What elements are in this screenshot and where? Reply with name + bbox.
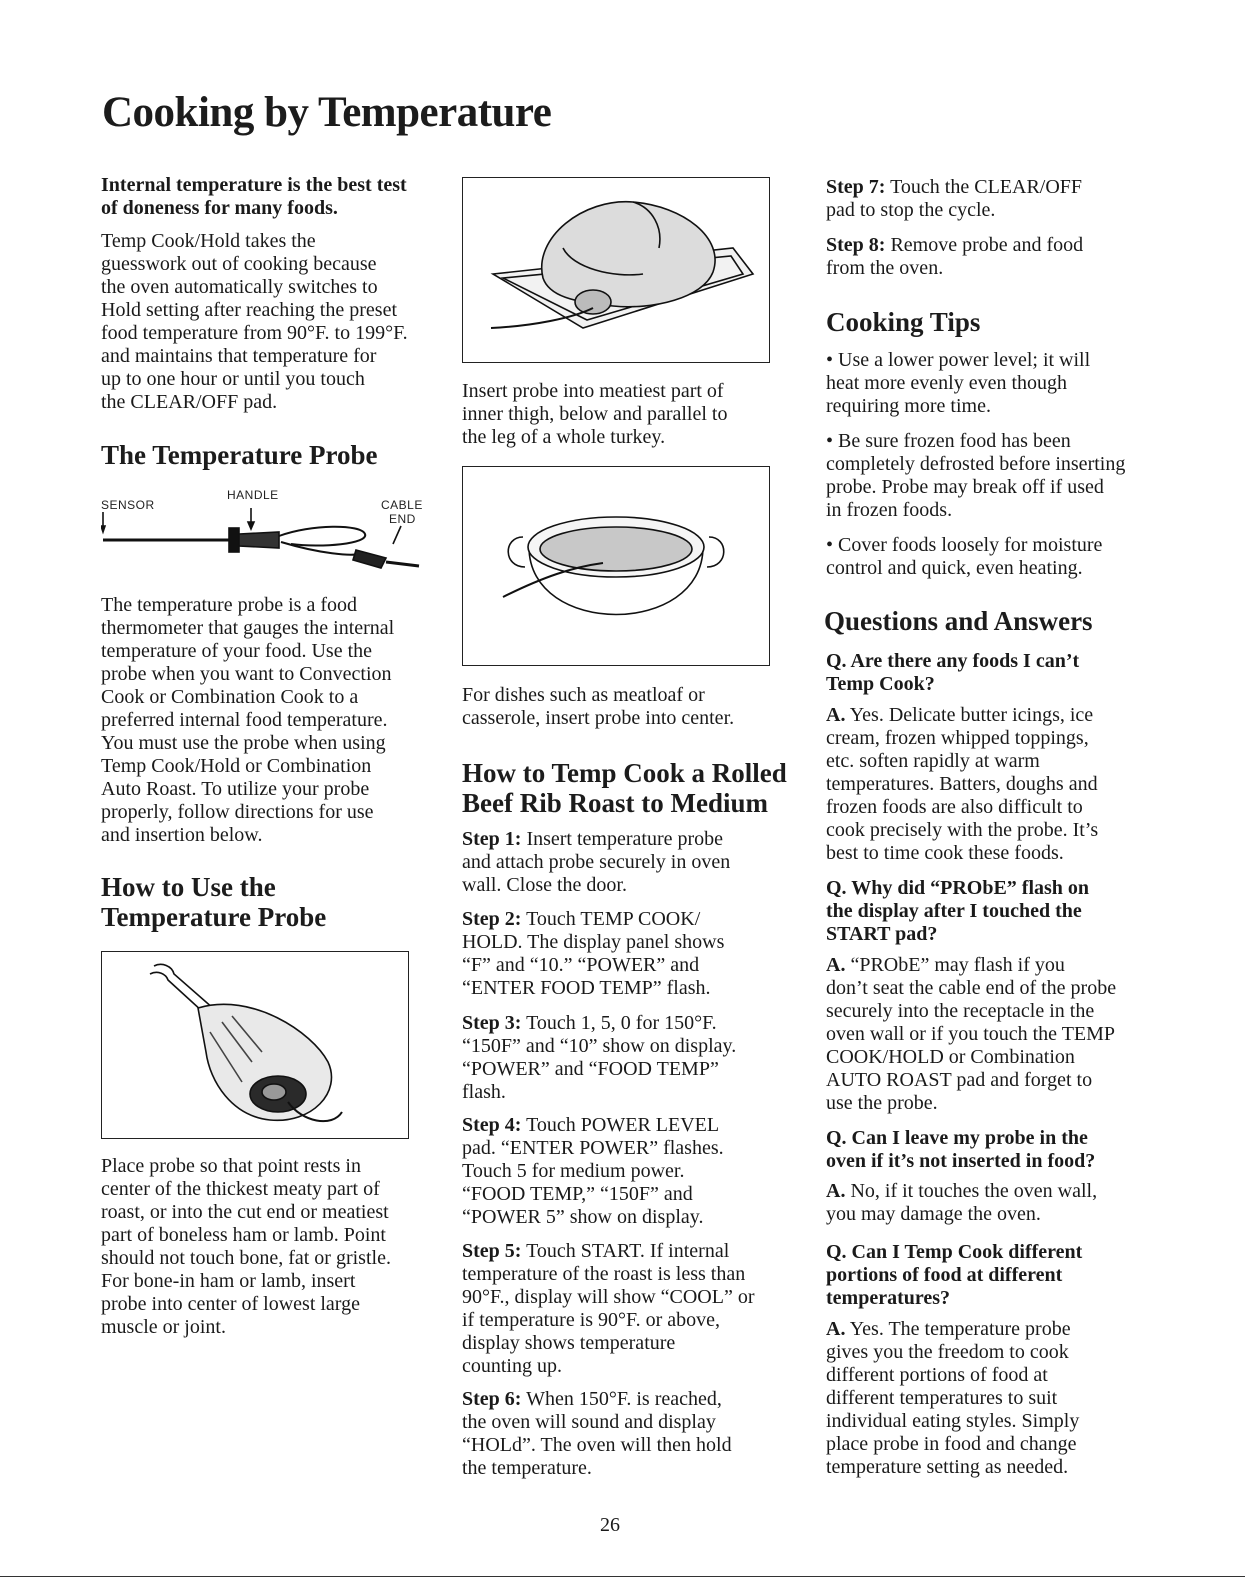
text-line: part of boneless ham or lamb. Point [101, 1224, 386, 1246]
tip-text: Use a lower power level; it will [838, 349, 1091, 371]
step-line [462, 1114, 792, 1137]
answer-line [826, 1318, 1156, 1341]
end-label: END [389, 512, 416, 526]
step-line [462, 1240, 792, 1263]
answer-line: different temperatures to suit [826, 1387, 1058, 1409]
text-line: Hold setting after reaching the preset [101, 299, 397, 321]
text-line: the leg of a whole turkey. [462, 426, 666, 448]
step-4 [462, 1114, 792, 1229]
tip-text: Be sure frozen food has been [838, 430, 1071, 452]
answer-line: use the probe. [826, 1092, 938, 1114]
tip-line: requiring more time. [826, 395, 991, 417]
step-line: HOLD. The display panel shows [462, 931, 725, 953]
step-line: display shows temperature [462, 1332, 676, 1354]
text-line: Insert probe into meatiest part of [462, 380, 724, 402]
page-title: Cooking by Temperature [102, 89, 552, 136]
probe-heading: The Temperature Probe [101, 440, 378, 470]
answer-text: Yes. The temperature probe [849, 1318, 1071, 1340]
step-text: Remove probe and food [890, 234, 1084, 256]
step-line: the oven will sound and display [462, 1411, 716, 1433]
text-line: The temperature probe is a food [101, 594, 358, 616]
tip-3 [826, 534, 1156, 580]
ham-figure [101, 951, 409, 1139]
text-line: casserole, insert probe into center. [462, 707, 735, 729]
text-line: up to one hour or until you touch [101, 368, 365, 390]
step-line: “150F” and “10” show on display. [462, 1035, 737, 1057]
handle-label: HANDLE [227, 488, 279, 502]
step-line: wall. Close the door. [462, 874, 627, 896]
answer-line: you may damage the oven. [826, 1203, 1041, 1225]
answer-line: don’t seat the cable end of the probe [826, 977, 1117, 999]
howto-heading [101, 872, 326, 932]
answer-text: Yes. Delicate butter icings, ice [849, 704, 1094, 726]
tip-text: Cover foods loosely for moisture [838, 534, 1103, 556]
text-line: preferred internal food temperature. [101, 709, 388, 731]
step-label: Step 1: [462, 828, 522, 850]
step-line: counting up. [462, 1355, 562, 1377]
answer-line [826, 704, 1156, 727]
step-label: Step 6: [462, 1388, 522, 1410]
step-label: Step 4: [462, 1114, 522, 1136]
text-line: the oven automatically switches to [101, 276, 378, 298]
howto-heading-line: Temperature Probe [101, 902, 327, 932]
step-line: “ENTER FOOD TEMP” flash. [462, 977, 711, 999]
intro-lead [101, 174, 421, 220]
qa-item [826, 1127, 1156, 1173]
tip-line [826, 430, 1156, 453]
step-5 [462, 1240, 792, 1378]
step-line [826, 176, 1156, 199]
text-line: For bone-in ham or lamb, insert [101, 1270, 356, 1292]
tip-line: in frozen foods. [826, 499, 953, 521]
text-line: Temp Cook/Hold or Combination [101, 755, 372, 777]
answer [826, 1318, 1156, 1479]
answer-line: individual eating styles. Simply [826, 1410, 1080, 1432]
tip-2 [826, 430, 1156, 522]
step-text: Touch the CLEAR/OFF [890, 176, 1083, 198]
step-line [462, 828, 792, 851]
casserole-caption [462, 684, 792, 730]
step-text: Touch TEMP COOK/ [526, 908, 701, 930]
tip-1 [826, 349, 1156, 418]
answer-line: cream, frozen whipped toppings, [826, 727, 1089, 749]
step-line: pad to stop the cycle. [826, 199, 996, 221]
question-line: temperatures? [826, 1287, 951, 1309]
text-line: probe into center of lowest large [101, 1293, 360, 1315]
question-line: START pad? [826, 923, 938, 945]
answer-text: “PRObE” may flash if you [850, 954, 1065, 976]
answer [826, 704, 1156, 865]
answer-line: cook precisely with the probe. It’s [826, 819, 1099, 841]
tip-line [826, 349, 1156, 372]
answer-line: AUTO ROAST pad and forget to [826, 1069, 1093, 1091]
intro-paragraph [101, 230, 431, 414]
bullet-icon: • [826, 349, 834, 371]
step-line [462, 908, 792, 931]
roast-heading-line: How to Temp Cook a Rolled [462, 758, 787, 788]
answer-line [826, 1180, 1156, 1203]
cable-label: CABLE [381, 498, 423, 512]
sensor-label: SENSOR [101, 498, 155, 512]
step-line: temperature of the roast is less than [462, 1263, 746, 1285]
answer-line: oven wall or if you touch the TEMP [826, 1023, 1116, 1045]
step-6 [462, 1388, 792, 1480]
step-text: Touch 1, 5, 0 for 150°F. [526, 1012, 717, 1034]
text-line: temperature of your food. Use the [101, 640, 373, 662]
qa-item [826, 650, 1156, 696]
probe-diagram [101, 484, 431, 574]
answer-label: A. [826, 1180, 846, 1202]
probe-illustration [101, 484, 431, 574]
step-text: Insert temperature probe [526, 828, 724, 850]
step-text: Touch START. If internal [526, 1240, 730, 1262]
answer-label: A. [826, 704, 846, 726]
answer-line: etc. soften rapidly at warm [826, 750, 1040, 772]
step-line: if temperature is 90°F. or above, [462, 1309, 720, 1331]
step-line: and attach probe securely in oven [462, 851, 731, 873]
text-line: Auto Roast. To utilize your probe [101, 778, 370, 800]
text-line: Cook or Combination Cook to a [101, 686, 359, 708]
step-2 [462, 908, 792, 1000]
step-label: Step 5: [462, 1240, 522, 1262]
turkey-caption [462, 380, 792, 449]
step-line: pad. “ENTER POWER” flashes. [462, 1137, 724, 1159]
step-label: Step 8: [826, 234, 886, 256]
text-line: and insertion below. [101, 824, 263, 846]
tips-heading: Cooking Tips [826, 307, 981, 337]
step-1 [462, 828, 792, 897]
text-line: inner thigh, below and parallel to [462, 403, 728, 425]
step-line: the temperature. [462, 1457, 592, 1479]
step-line: “HOLd”. The oven will then hold [462, 1434, 732, 1456]
answer [826, 954, 1156, 1115]
qa-item [826, 877, 1156, 946]
answer-text: No, if it touches the oven wall, [850, 1180, 1098, 1202]
roast-heading [462, 758, 792, 818]
answer-line [826, 954, 1156, 977]
page-number: 26 [600, 1514, 620, 1536]
ham-illustration [102, 952, 408, 1138]
qa-heading: Questions and Answers [824, 606, 1093, 636]
answer-label: A. [826, 1318, 846, 1340]
question-line: the display after I touched the [826, 900, 1082, 922]
turkey-illustration [463, 178, 769, 362]
step-line: “F” and “10.” “POWER” and [462, 954, 700, 976]
question-line: Q. Are there any foods I can’t [826, 650, 1080, 672]
question-line: Q. Can I leave my probe in the [826, 1127, 1088, 1149]
step-line [462, 1388, 792, 1411]
step-line: “POWER 5” show on display. [462, 1206, 704, 1228]
casserole-illustration [463, 467, 769, 665]
intro-lead-text: Internal temperature is the best test of doneness for many foods. [101, 174, 407, 219]
tip-line: probe. Probe may break off if used [826, 476, 1104, 498]
text-line: guesswork out of cooking because [101, 253, 377, 275]
step-line: from the oven. [826, 257, 944, 279]
bottom-rule [0, 1576, 1245, 1577]
answer [826, 1180, 1156, 1226]
answer-line: temperature setting as needed. [826, 1456, 1069, 1478]
answer-line: frozen foods are also difficult to [826, 796, 1083, 818]
step-line: flash. [462, 1081, 506, 1103]
step-8 [826, 234, 1156, 280]
step-line: “POWER” and “FOOD TEMP” [462, 1058, 719, 1080]
tip-line [826, 534, 1156, 557]
question-line: Temp Cook? [826, 673, 935, 695]
answer-line: different portions of food at [826, 1364, 1048, 1386]
text-line: should not touch bone, fat or gristle. [101, 1247, 391, 1269]
step-7 [826, 176, 1156, 222]
text-line: Place probe so that point rests in [101, 1155, 361, 1177]
step-text: When 150°F. is reached, [526, 1388, 722, 1410]
qa-item [826, 1241, 1156, 1310]
step-line: 90°F., display will show “COOL” or [462, 1286, 755, 1308]
step-line [462, 1012, 792, 1035]
text-line: and maintains that temperature for [101, 345, 377, 367]
question-line: Q. Why did “PRObE” flash on [826, 877, 1090, 899]
bullet-icon: • [826, 430, 834, 452]
tip-line: heat more evenly even though [826, 372, 1068, 394]
text-line: For dishes such as meatloaf or [462, 684, 705, 706]
turkey-figure [462, 177, 770, 363]
answer-line: COOK/HOLD or Combination [826, 1046, 1075, 1068]
answer-line: temperatures. Batters, doughs and [826, 773, 1098, 795]
text-line: thermometer that gauges the internal [101, 617, 395, 639]
step-line: “FOOD TEMP,” “150F” and [462, 1183, 693, 1205]
question-line: portions of food at different [826, 1264, 1063, 1286]
step-label: Step 7: [826, 176, 886, 198]
question-line: Q. Can I Temp Cook different [826, 1241, 1083, 1263]
text-line: the CLEAR/OFF pad. [101, 391, 278, 413]
casserole-figure [462, 466, 770, 666]
ham-paragraph [101, 1155, 431, 1339]
bullet-icon: • [826, 534, 834, 556]
step-line [826, 234, 1156, 257]
text-line: properly, follow directions for use [101, 801, 374, 823]
step-3 [462, 1012, 792, 1104]
probe-paragraph [101, 594, 431, 847]
step-line: Touch 5 for medium power. [462, 1160, 685, 1182]
text-line: Temp Cook/Hold takes the [101, 230, 316, 252]
step-label: Step 3: [462, 1012, 522, 1034]
answer-label: A. [826, 954, 846, 976]
step-text: Touch POWER LEVEL [526, 1114, 720, 1136]
tip-line: control and quick, even heating. [826, 557, 1083, 579]
text-line: center of the thickest meaty part of [101, 1178, 380, 1200]
howto-heading-line: How to Use the [101, 872, 276, 902]
answer-line: gives you the freedom to cook [826, 1341, 1069, 1363]
step-label: Step 2: [462, 908, 522, 930]
question-line: oven if it’s not inserted in food? [826, 1150, 1096, 1172]
answer-line: place probe in food and change [826, 1433, 1077, 1455]
text-line: roast, or into the cut end or meatiest [101, 1201, 389, 1223]
text-line: food temperature from 90°F. to 199°F. [101, 322, 408, 344]
answer-line: securely into the receptacle in the [826, 1000, 1095, 1022]
answer-line: best to time cook these foods. [826, 842, 1064, 864]
text-line: muscle or joint. [101, 1316, 226, 1338]
tip-line: completely defrosted before inserting [826, 453, 1126, 475]
roast-heading-line: Beef Rib Roast to Medium [462, 788, 768, 818]
text-line: You must use the probe when using [101, 732, 386, 754]
text-line: probe when you want to Convection [101, 663, 392, 685]
